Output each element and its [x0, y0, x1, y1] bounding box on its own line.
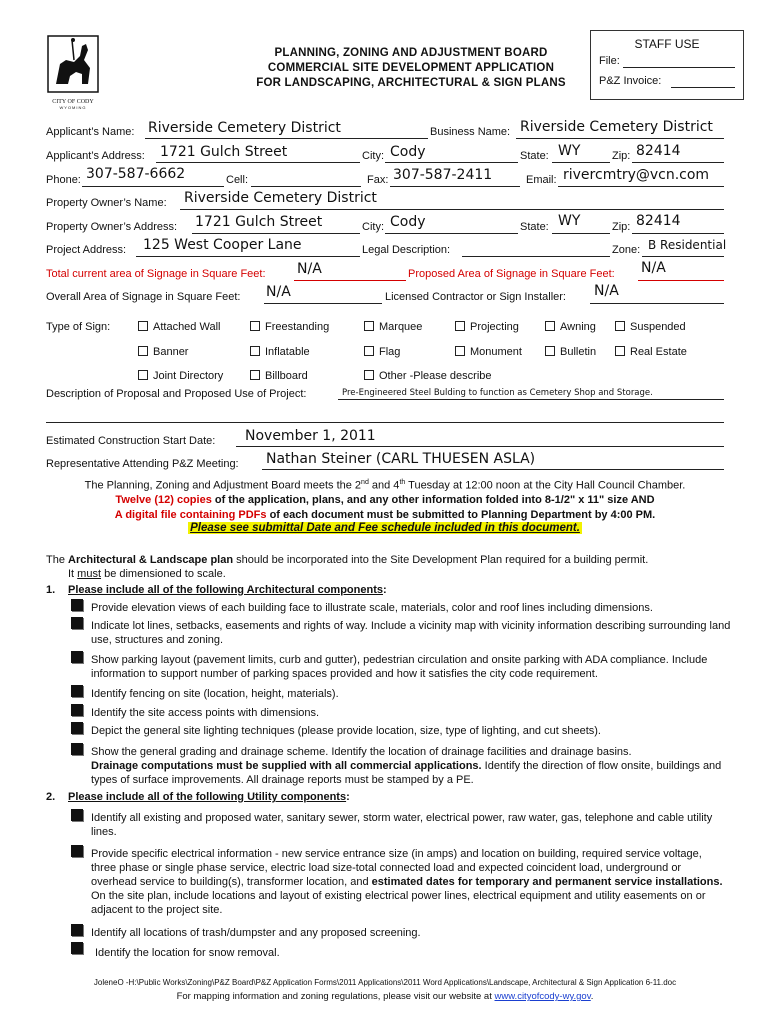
phone-field[interactable]: 307-587-6662	[86, 166, 186, 182]
staff-invoice-field[interactable]	[671, 87, 735, 88]
meeting-text-b: and 4	[368, 479, 400, 492]
state-field[interactable]: WY	[558, 143, 581, 159]
sign-type-option[interactable]	[545, 346, 596, 358]
sign-type-option[interactable]	[364, 321, 422, 333]
pdf-notice	[46, 508, 724, 522]
sign-type-label-text: Banner	[153, 346, 189, 358]
email-field[interactable]: rivercmtry@vcn.com	[563, 167, 710, 183]
electrical-text-b: On the site plan, include locations and layout of existing electrical power lines, electrical equipment and utility easements on or adjacent to the project site.	[91, 890, 706, 916]
owner-zip-field[interactable]: 82414	[636, 213, 681, 229]
sign-type-label-text: Flag	[379, 346, 401, 358]
phone-line	[82, 186, 224, 187]
bullet-icon	[71, 845, 83, 857]
representative-line	[262, 469, 724, 470]
section-1-item: Depict the general site lighting techniques (please provide location, size, type of lighting, and cut sheets).	[91, 725, 601, 737]
phone-label: Phone:	[46, 174, 81, 186]
representative-field[interactable]: Nathan Steiner (CARL THUESEN ASLA)	[266, 451, 536, 467]
legal-description-label: Legal Description:	[362, 244, 451, 256]
zip-line	[632, 162, 724, 163]
schedule-text: Please see submittal Date and Fee schedule included in this document.	[190, 522, 580, 534]
sign-type-label-text: Freestanding	[265, 321, 330, 333]
section-2-item-3: Identify all locations of trash/dumpster and any proposed screening.	[91, 927, 421, 939]
checkbox-icon[interactable]	[250, 370, 260, 380]
section-1-title: Please include all of the following Architectural components:	[68, 584, 387, 596]
sign-type-option[interactable]	[455, 346, 522, 358]
sign-type-label-text: Bulletin	[560, 346, 597, 358]
total-signage-line	[294, 280, 406, 281]
electrical-bold: estimated dates for temporary and permanent service installations.	[371, 876, 723, 888]
sign-type-option[interactable]	[364, 370, 492, 382]
checkbox-icon[interactable]	[364, 346, 374, 356]
applicant-name-line	[145, 138, 428, 139]
title-line-1: PLANNING, ZONING AND ADJUSTMENT BOARD	[274, 47, 548, 59]
owner-state-line	[552, 233, 610, 234]
zone-field[interactable]: B Residential	[648, 238, 727, 252]
checkbox-icon[interactable]	[455, 321, 465, 331]
applicant-address-line	[156, 162, 360, 163]
checkbox-icon[interactable]	[364, 370, 374, 380]
bullet-icon	[71, 685, 83, 697]
intro-line2-pre: It	[68, 568, 78, 580]
owner-city-line	[385, 233, 518, 234]
grading-text-b: Identify the direction of flow onsite, buildings and types of surface improvements. All drainage reports must be stamped by a PE.	[91, 760, 722, 786]
meeting-text-a: The Planning, Zoning and Adjustment Board meets the 2	[84, 479, 362, 492]
sign-type-label-text: Inflatable	[265, 346, 310, 358]
intro-paragraph	[46, 553, 736, 581]
contractor-label: Licensed Contractor or Sign Installer:	[385, 291, 566, 303]
meeting-text-c: Tuesday at 12:00 noon at the City Hall Council Chamber.	[405, 479, 686, 492]
section-2-title: Please include all of the following Utility components:	[68, 791, 350, 803]
bullet-icon	[71, 704, 83, 716]
start-date-line	[236, 446, 724, 447]
sign-type-option[interactable]	[364, 346, 400, 358]
email-line	[558, 186, 724, 187]
checkbox-icon[interactable]	[138, 346, 148, 356]
bullet-icon	[71, 924, 83, 936]
section-2-item-1: Identify all existing and proposed water, sanitary sewer, storm water, electrical power, raw water, gas, telephone and cable utility lines.	[91, 812, 713, 838]
sign-type-option[interactable]	[250, 321, 329, 333]
overall-signage-field[interactable]: N/A	[266, 284, 291, 300]
sign-type-label-text: Real Estate	[630, 346, 687, 358]
project-address-field[interactable]: 125 West Cooper Lane	[143, 237, 302, 253]
meeting-sup-2: th	[399, 479, 406, 486]
applicant-name-field[interactable]: Riverside Cemetery District	[148, 120, 341, 136]
applicant-address-label: Applicant’s Address:	[46, 150, 145, 162]
footer-website-text: For mapping information and zoning regulations, please visit our website at	[176, 991, 495, 1002]
section-1-title-text: Please include all of the following Architectural components	[68, 584, 383, 596]
meeting-notice	[46, 476, 724, 493]
owner-name-label: Property Owner’s Name:	[46, 197, 167, 209]
checkbox-icon[interactable]	[250, 321, 260, 331]
city-field[interactable]: Cody	[390, 144, 426, 160]
intro-line2-post: be dimensioned to scale.	[101, 568, 226, 580]
intro-pre: The	[46, 554, 69, 566]
proposed-signage-field[interactable]: N/A	[641, 260, 666, 276]
page-title	[236, 46, 586, 91]
staff-file-field[interactable]	[623, 67, 735, 68]
business-name-label: Business Name:	[430, 126, 511, 138]
proposed-signage-label: Proposed Area of Signage in Square Feet:	[408, 268, 615, 280]
total-signage-field[interactable]: N/A	[297, 261, 322, 277]
description-label: Description of Proposal and Proposed Use of Project:	[46, 388, 307, 400]
owner-city-field[interactable]: Cody	[390, 214, 426, 230]
checkbox-icon[interactable]	[545, 346, 555, 356]
section-2-number: 2.	[46, 791, 56, 803]
checkbox-icon[interactable]	[138, 321, 148, 331]
sign-type-option[interactable]	[545, 321, 596, 333]
sign-type-label-text: Suspended	[630, 321, 686, 333]
checkbox-icon[interactable]	[138, 370, 148, 380]
sign-type-option[interactable]	[250, 370, 308, 382]
section-2-item-4: Identify the location for snow removal.	[95, 947, 280, 959]
sign-type-label-text: Attached Wall	[153, 321, 221, 333]
description-line-2[interactable]	[46, 422, 724, 423]
section-1-item: Identify the site access points with dimensions.	[91, 707, 320, 719]
section-1-item: Identify fencing on site (location, height, materials).	[91, 688, 339, 700]
bullet-icon	[71, 651, 83, 663]
sign-type-label-text: Monument	[470, 346, 522, 358]
sign-type-label-text: Billboard	[265, 370, 308, 382]
representative-label: Representative Attending P&Z Meeting:	[46, 458, 239, 470]
bullet-icon	[71, 809, 83, 821]
section-1-item: Indicate lot lines, setbacks, easements and rights of way. Include a vicinity map with vicinity information describing surrounding land use, structures and zoning.	[91, 620, 731, 646]
copies-red-text: Twelve (12) copies	[115, 494, 212, 506]
section-1-item: Provide elevation views of each building face to illustrate scale, materials, color and roof lines including dimensions.	[91, 602, 653, 614]
zip-field[interactable]: 82414	[636, 143, 681, 159]
zone-line	[642, 256, 724, 257]
contractor-line	[590, 303, 724, 304]
sign-type-option[interactable]	[615, 321, 686, 333]
owner-zip-line	[632, 233, 724, 234]
logo-text: CITY OF CODY	[52, 99, 94, 105]
schedule-notice	[46, 522, 724, 534]
overall-signage-label: Overall Area of Signage in Square Feet:	[46, 291, 241, 303]
website-link[interactable]: www.cityofcody-wy.gov	[494, 991, 591, 1002]
staff-invoice-label: P&Z Invoice:	[599, 75, 662, 87]
checkbox-icon[interactable]	[615, 346, 625, 356]
state-label: State:	[520, 150, 549, 162]
owner-state-field[interactable]: WY	[558, 213, 581, 229]
contractor-field[interactable]: N/A	[594, 283, 619, 299]
staff-use-box	[590, 30, 744, 100]
owner-address-line	[192, 233, 360, 234]
fax-label: Fax:	[367, 174, 389, 186]
pdf-red-text: A digital file containing PDFs	[114, 509, 267, 521]
logo-subtext: WYOMING	[59, 105, 87, 110]
total-signage-label: Total current area of Signage in Square Feet:	[46, 268, 266, 280]
checkbox-icon[interactable]	[455, 346, 465, 356]
state-line	[552, 162, 610, 163]
owner-name-field[interactable]: Riverside Cemetery District	[184, 190, 377, 206]
legal-description-field[interactable]	[462, 256, 610, 257]
sign-type-label: Type of Sign:	[46, 321, 111, 333]
meeting-sup-1: nd	[361, 479, 369, 486]
cody-logo-icon	[46, 34, 100, 96]
start-date-label: Estimated Construction Start Date:	[46, 435, 216, 447]
title-line-3: FOR LANDSCAPING, ARCHITECTURAL & SIGN PLANS	[256, 77, 566, 89]
footer-website-line	[20, 991, 750, 1002]
footer-path: JoleneO -H:\Public Works\Zoning\P&Z Board\P&Z Application Forms\2011 Applications\2011 Word Applications\Landscape, Architectural & Sign Application 6-11.doc	[93, 978, 677, 987]
fax-line	[390, 186, 520, 187]
sign-type-option[interactable]	[615, 346, 687, 358]
footer-website-post: .	[590, 991, 594, 1002]
proposed-signage-line	[638, 280, 724, 281]
business-name-field[interactable]: Riverside Cemetery District	[520, 119, 713, 135]
owner-zip-label: Zip:	[612, 221, 631, 233]
sign-type-label-text: Awning	[560, 321, 596, 333]
checkbox-icon[interactable]	[250, 346, 260, 356]
pdf-rest-text: of each document must be submitted to Planning Department by 4:00 PM.	[266, 509, 656, 521]
electrical-text-a: Provide specific electrical information - new service entrance size (in amps) and location on building, required service voltage, three phase or single phase service, electric load size-total connected load and expected coincident load, underground or overhead service to building(s), transformer location, and	[91, 848, 702, 888]
section-1-item-grading	[91, 745, 731, 787]
business-name-line	[516, 138, 724, 139]
checkbox-icon[interactable]	[364, 321, 374, 331]
intro-bold: Architectural & Landscape plan	[68, 554, 234, 566]
bullet-icon	[71, 617, 83, 629]
bullet-icon	[71, 743, 83, 755]
staff-file-label: File:	[599, 55, 620, 67]
section-1-number: 1.	[46, 584, 56, 596]
sign-type-label-text: Marquee	[379, 321, 423, 333]
description-field[interactable]: Pre-Engineered Steel Bulding to function as Cemetery Shop and Storage.	[342, 388, 653, 398]
copies-notice	[46, 493, 724, 507]
sign-type-option[interactable]	[250, 346, 310, 358]
sign-type-option[interactable]	[138, 346, 188, 358]
fax-field[interactable]: 307-587-2411	[393, 167, 493, 183]
owner-address-field[interactable]: 1721 Gulch Street	[195, 214, 323, 230]
city-label: City:	[362, 150, 384, 162]
overall-signage-line	[264, 303, 382, 304]
sign-type-option[interactable]	[138, 370, 223, 382]
staff-use-title: STAFF USE	[634, 37, 700, 51]
grading-bold: Drainage computations must be supplied with all commercial applications.	[91, 760, 482, 772]
section-2-item-2	[91, 847, 727, 917]
owner-city-label: City:	[362, 221, 384, 233]
section-1-item: Show parking layout (pavement limits, curb and gutter), pedestrian circulation and onsite parking with ADA compliance. Include information to support number of parking spaces provided and how it satisfies the city code requirement.	[91, 654, 708, 680]
project-address-label: Project Address:	[46, 244, 127, 256]
title-line-2: COMMERCIAL SITE DEVELOPMENT APPLICATION	[267, 62, 555, 74]
zip-label: Zip:	[612, 150, 631, 162]
email-label: Email:	[526, 174, 557, 186]
city-line	[385, 162, 518, 163]
checkbox-icon[interactable]	[615, 321, 625, 331]
cell-field[interactable]	[251, 186, 361, 187]
intro-post: should be incorporated into the Site Development Plan required for a building permit.	[233, 554, 649, 566]
applicant-address-field[interactable]: 1721 Gulch Street	[160, 144, 288, 160]
intro-must: must	[77, 568, 102, 580]
owner-address-label: Property Owner’s Address:	[46, 221, 178, 233]
project-address-line	[136, 256, 360, 257]
sign-type-option[interactable]	[455, 321, 519, 333]
city-logo	[46, 34, 100, 110]
bullet-icon	[71, 942, 83, 954]
sign-type-label-text: Joint Directory	[153, 370, 224, 382]
sign-type-label-text: Projecting	[470, 321, 519, 333]
copies-rest-text: of the application, plans, and any other information folded into 8-1/2" x 11" size AND	[211, 494, 655, 506]
owner-state-label: State:	[520, 221, 549, 233]
zone-label: Zone:	[612, 244, 641, 256]
grading-text-a: Show the general grading and drainage scheme. Identify the location of drainage facilities and drainage basins.	[91, 746, 632, 758]
sign-type-option[interactable]	[138, 321, 220, 333]
cell-label: Cell:	[226, 174, 249, 186]
start-date-field[interactable]: November 1, 2011	[245, 428, 376, 444]
sign-type-label-text: Other -Please describe	[379, 370, 492, 382]
checkbox-icon[interactable]	[545, 321, 555, 331]
section-2-title-text: Please include all of the following Utility components	[68, 791, 347, 803]
bullet-icon	[71, 722, 83, 734]
owner-name-line	[180, 209, 724, 210]
applicant-name-label: Applicant’s Name:	[46, 126, 135, 138]
bullet-icon	[71, 599, 83, 611]
